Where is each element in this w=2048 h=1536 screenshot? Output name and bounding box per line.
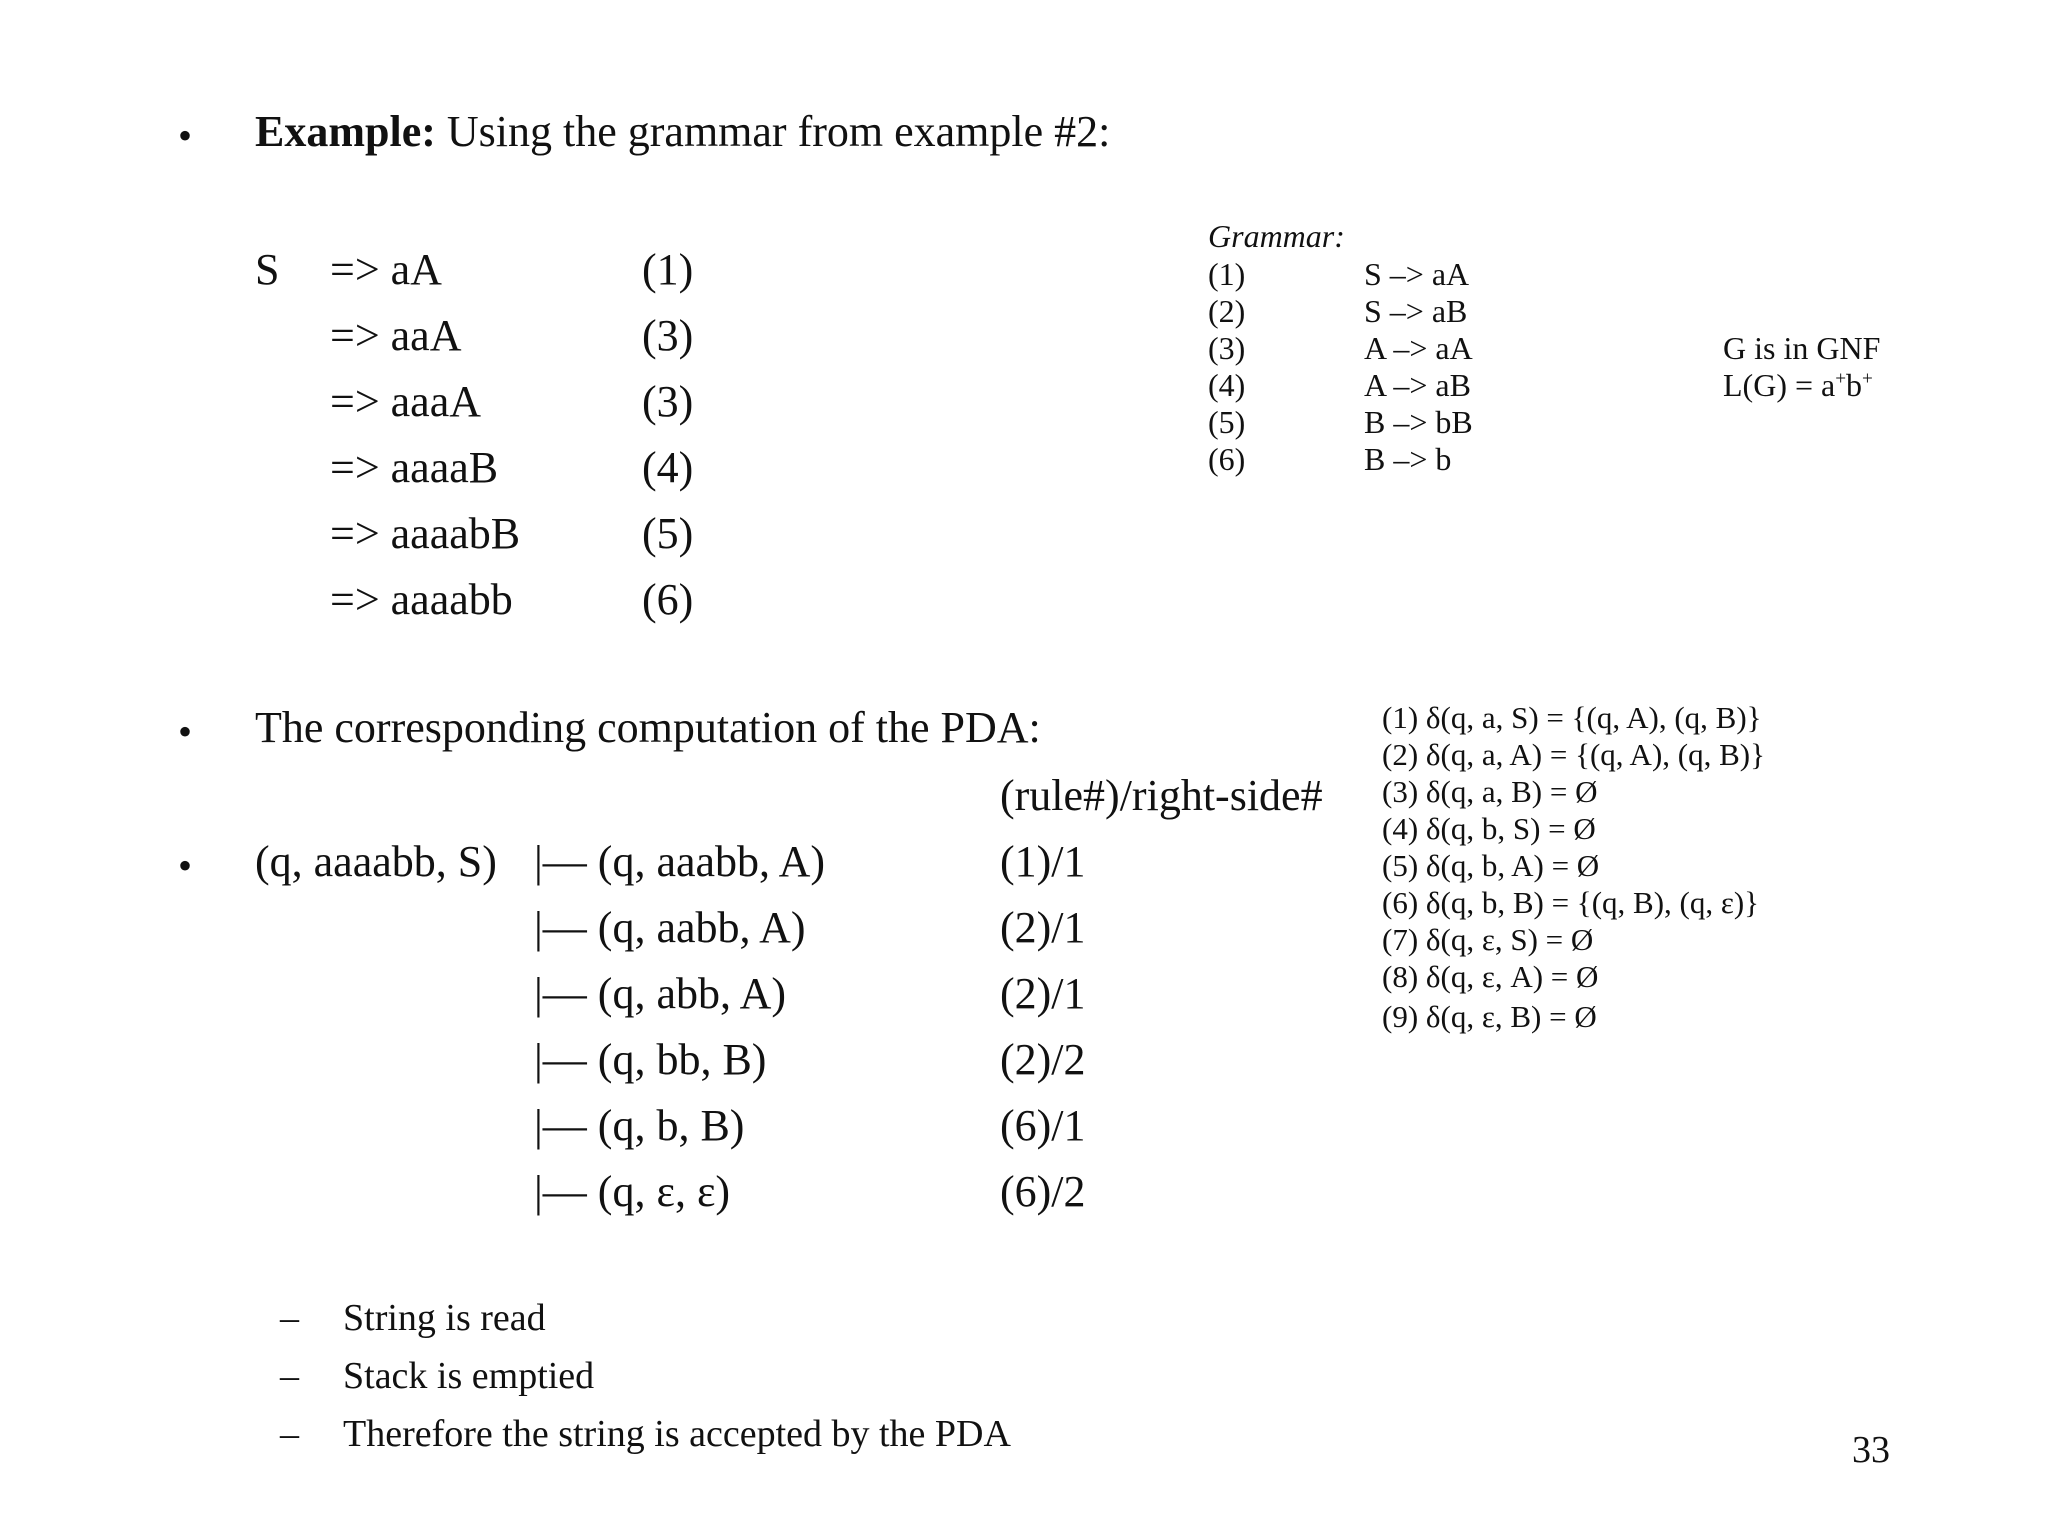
transition-rule: (9) δ(q, ε, B) = Ø [1382,999,1597,1034]
transition-rule: (3) δ(q, a, B) = Ø [1382,774,1598,809]
conclusion-item: Stack is emptied [343,1355,595,1397]
language-definition [1723,367,1873,404]
computation-step-rule: (1)/1 [1000,837,1086,886]
grammar-rule-number: (1) [1208,256,1246,292]
computation-step-rule: (2)/1 [1000,903,1086,952]
transition-rule: (2) δ(q, a, A) = {(q, A), (q, B)} [1382,737,1765,772]
dash: – [280,1297,299,1339]
grammar-rule-production: A –> aA [1364,330,1473,366]
computation-step: |— (q, aaabb, A) [534,837,826,886]
computation-step: |— (q, aabb, A) [534,903,806,952]
derivation-step-rule: (5) [642,509,694,558]
computation-step: |— (q, abb, A) [534,969,786,1018]
initial-configuration: (q, aaaabb, S) [255,837,497,886]
example-label: Example: [255,107,436,156]
bullet: • [178,843,193,888]
column-header: (rule#)/right-side# [1000,771,1323,820]
transition-rule: (6) δ(q, b, B) = {(q, B), (q, ε)} [1382,885,1760,920]
computation-step-rule: (2)/2 [1000,1035,1086,1084]
grammar-rule-number: (5) [1208,404,1246,440]
derivation-step-form: => aaaaB [330,443,499,492]
transition-rule: (7) δ(q, ε, S) = Ø [1382,922,1594,957]
derivation-step-form: => aaA [330,311,462,360]
derivation-step-form: => aaaA [330,377,481,426]
example-text: Using the grammar from example #2: [435,107,1111,156]
derivation-step-form: => aaaabB [330,509,521,558]
grammar-rule-number: (6) [1208,441,1246,477]
derivation-start-symbol: S [255,245,280,294]
derivation-step-rule: (3) [642,377,694,426]
grammar-rule-production: B –> bB [1364,404,1473,440]
language-superscript: + [1835,368,1847,390]
bullet: • [178,709,193,754]
derivation-step-rule: (4) [642,443,694,492]
computation-step: |— (q, ε, ε) [534,1167,731,1216]
transition-rule: (5) δ(q, b, A) = Ø [1382,848,1600,883]
language-prefix: L(G) = a [1723,367,1836,403]
derivation-step-rule: (1) [642,245,694,294]
derivation-step-form: => aaaabb [330,575,513,624]
computation-step-rule: (2)/1 [1000,969,1086,1018]
transition-rule: (8) δ(q, ε, A) = Ø [1382,959,1599,994]
dash: – [280,1413,299,1455]
derivation-step-rule: (6) [642,575,694,624]
computation-step: |— (q, b, B) [534,1101,745,1150]
grammar-rule-production: A –> aB [1364,367,1471,403]
conclusion-item: String is read [343,1297,546,1339]
derivation-step-form: => aA [330,245,442,294]
derivation-step-rule: (3) [642,311,694,360]
grammar-rule-number: (4) [1208,367,1246,403]
bullet: • [178,113,193,158]
grammar-rule-number: (3) [1208,330,1246,366]
computation-step: |— (q, bb, B) [534,1035,767,1084]
grammar-rule-production: S –> aA [1364,256,1470,292]
grammar-rule-production: B –> b [1364,441,1452,477]
transition-rule: (4) δ(q, b, S) = Ø [1382,811,1596,846]
gnf-note: G is in GNF [1723,330,1881,366]
example-heading [255,106,1110,157]
transition-rule: (1) δ(q, a, S) = {(q, A), (q, B)} [1382,700,1762,735]
language-mid: b [1846,367,1863,403]
computation-step-rule: (6)/1 [1000,1101,1086,1150]
computation-step-rule: (6)/2 [1000,1167,1086,1216]
dash: – [280,1355,299,1397]
pda-heading: The corresponding computation of the PDA: [255,703,1041,752]
grammar-rule-production: S –> aB [1364,293,1468,329]
grammar-title-text: Grammar: [1208,218,1345,254]
grammar-title [1208,218,1345,255]
conclusion-item: Therefore the string is accepted by the PDA [343,1413,1011,1455]
grammar-rule-number: (2) [1208,293,1246,329]
page-number: 33 [1852,1429,1890,1471]
language-superscript: + [1862,368,1873,390]
